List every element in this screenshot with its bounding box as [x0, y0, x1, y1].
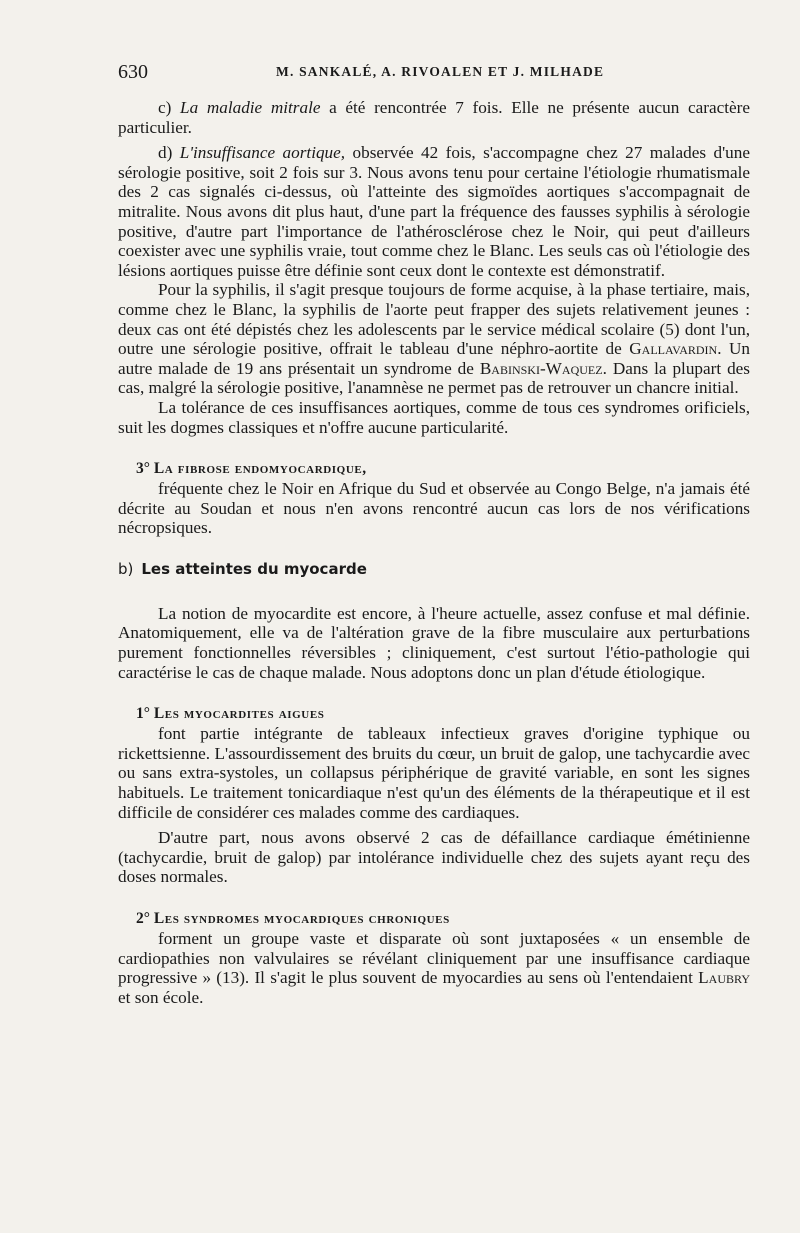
syndromes-text-2: et son école.: [118, 987, 204, 1007]
author-name-laubry: Laubry: [698, 968, 750, 988]
paragraph-syphilis: [118, 280, 750, 398]
item-marker-c: c): [158, 98, 172, 117]
page: [118, 58, 750, 1007]
section-heading-fibrose: [118, 459, 750, 479]
syphilis-text-3: . Dans la plupart des cas, malgré la sérologie positive, l'anamnèse ne permet pas de retrouver un chancre initial.: [118, 358, 750, 398]
paragraph-tolerance: La tolérance de ces insuffisances aortiques, comme de tous ces syndromes orificiels, suit les dogmes classiques et n'offre aucune particularité.: [118, 397, 750, 437]
author-name-babinski-waquez: Babinski-Waquez: [479, 358, 603, 378]
section-fibrose: [118, 459, 750, 538]
section-title-myocardites-aigues: Les myocardites aigues: [153, 705, 325, 723]
subsection-title-myocarde: Les atteintes du myocarde: [141, 559, 367, 578]
section-number-1: 1°: [136, 705, 150, 723]
syphilis-text-2: . Un autre malade de 19 ans présentait un syndrome de: [118, 339, 750, 378]
subsection-heading-myocarde: [118, 560, 750, 578]
syphilis-text-1: Pour la syphilis, il s'agit presque toujours de forme acquise, à la phase tertiaire, mais, comme chez le Blanc, la syphilis de l'aorte peut frapper des sujets relativement jeunes : deux cas ont été dépistés chez les adolescents par le service médical scolaire (5) dont l'un, outre une sérologie positive, offrait le tableau d'une néphro-aortite de: [118, 280, 750, 359]
section-number-2: 2°: [136, 910, 150, 927]
section-title-fibrose: La fibrose endomyocardique,: [153, 460, 367, 478]
paragraph-myocardites-aigues: font partie intégrante de tableaux infectieux graves d'origine typhique ou rickettsienne. L'assourdissement des bruits du cœur, un bruit de galop, une tachycardie avec ou sans extra-systoles, un collapsus périphérique de gravité variable, en sont les signes habituels. Le traitement tonicardiaque n'est qu'un des éléments de la thérapeutique et il est difficile de considérer ces malades comme des cardiaques.: [118, 724, 750, 822]
item-text-maladie-mitrale: a été rencontrée 7 fois. Elle ne présente aucun caractère particulier.: [118, 98, 750, 137]
item-text-insuffisance-aortique: observée 42 fois, s'accompagne chez 27 malades d'une sérologie positive, soit 2 fois sur 3. Nous avons tenu pour certaine l'étiologie rhumatismale des 2 cas signalés ci-dessus, où l'atteinte des sigmoïdes aortiques s'accompagnait de mitralite. Nous avons dit plus haut, d'une part la fréquence des fausses syphilis à sérologie positive, d'autre part l'importance de l'athérosclérose chez le Noir, qui peut d'ailleurs coexister avec une syphilis vraie, tout comme chez le Blanc. Les seuls cas où l'étiologie des lésions aortiques puisse être définie sont ceux dont le contexte est démonstratif.: [118, 143, 750, 280]
running-head: [118, 58, 750, 86]
section-number-3: 3°: [136, 460, 150, 478]
syndromes-text-1: forment un groupe vaste et disparate où sont juxtaposées « un ensemble de cardiopathies non valvulaires se révélant cliniquement par une insuffisance cardiaque progressive » (13). Il s'agit le plus souvent de myocardies au sens où l'entendaient: [118, 929, 750, 988]
author-name-gallavardin: Gallavardin: [629, 339, 718, 359]
paragraph-syndromes-chroniques: [118, 929, 750, 1007]
section-heading-myocardites-aigues: [118, 704, 750, 724]
paragraph-insuffisance-aortique: [118, 143, 750, 280]
paragraph-maladie-mitrale: [118, 98, 750, 137]
section-title-syndromes-chroniques: Les syndromes myocardiques chroniques: [153, 910, 450, 927]
item-title-maladie-mitrale: La maladie mitrale: [180, 98, 321, 117]
header-authors: M. SANKALÉ, A. RIVOALEN ET J. MILHADE: [276, 64, 605, 79]
section-heading-syndromes-chroniques: [118, 909, 750, 929]
item-title-insuffisance-aortique: L'insuffisance aortique,: [179, 143, 346, 163]
section-syndromes-chroniques: [118, 909, 750, 1007]
page-number: 630: [118, 61, 148, 83]
paragraph-myocardite: La notion de myocardite est encore, à l'heure actuelle, assez confuse et mal définie. Anatomiquement, elle va de l'altération grave de la fibre musculaire aux perturbations purement fonctionnelles réversibles ; cliniquement, c'est surtout l'étio-pathologie qui caractérise le cas de chaque malade. Nous adoptons donc un plan d'étude étiologique.: [118, 603, 750, 682]
subsection-label-b: b): [118, 559, 134, 578]
paragraph-fibrose: fréquente chez le Noir en Afrique du Sud et observée au Congo Belge, n'a jamais été décrite au Soudan et nous n'en avons rencontré aucun cas lors de nos vérifications nécropsiques.: [118, 479, 750, 538]
section-myocardites-aigues: [118, 704, 750, 822]
item-marker-d: d): [158, 143, 173, 163]
paragraph-autre-part: D'autre part, nous avons observé 2 cas de défaillance cardiaque émétinienne (tachycardie, bruit de galop) par intolérance individuelle chez des sujets ayant reçu des doses normales.: [118, 828, 750, 887]
